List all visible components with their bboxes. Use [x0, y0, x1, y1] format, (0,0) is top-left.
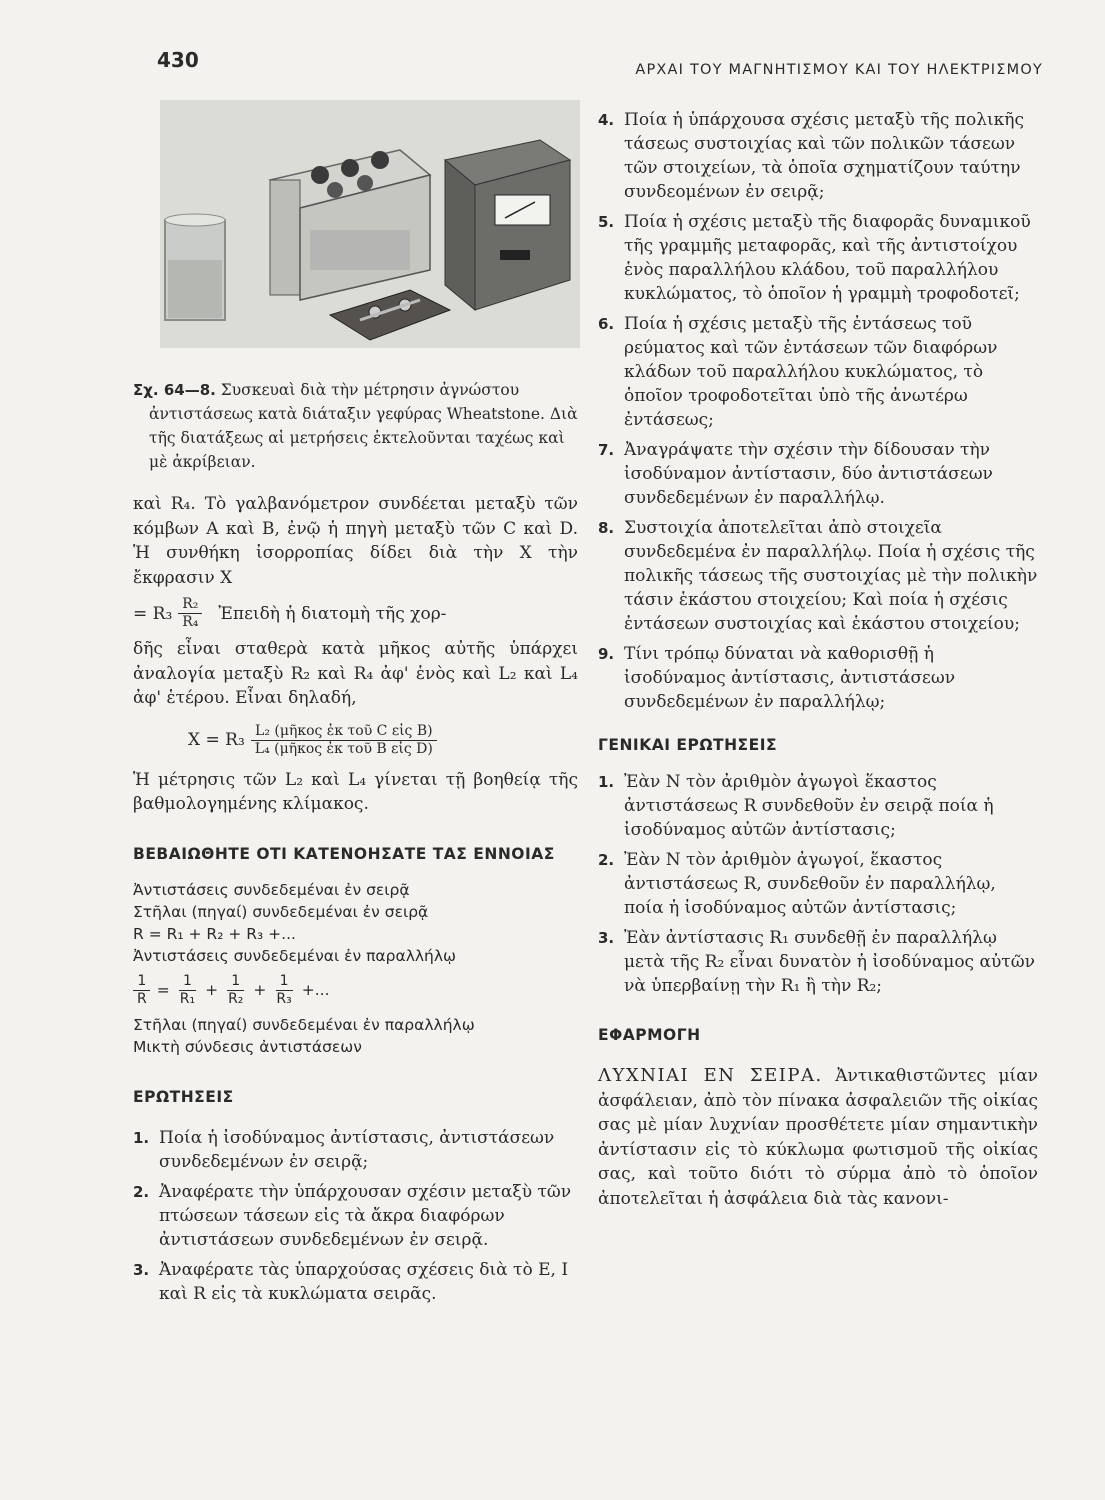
plus-sign: +: [205, 981, 219, 999]
fraction-denominator: R₁: [179, 990, 196, 1007]
list-item: 6. Ποία ἡ σχέσις μεταξὺ τῆς ἐντάσεως τοῦ ρεύματος καὶ τῶν ἐντάσεων τῶν διαφόρων κλάδων τοῦ παραλλήλου κυκλώματος, τὸ ὁποῖον τροφοδοτεῖται ὑπὸ τῆς ἀνωτέρω ἐντάσεως;: [598, 314, 998, 430]
application-section: [598, 1024, 1038, 1211]
body-paragraph: δῆς εἶναι σταθερὰ κατὰ μῆκος αὐτῆς ὑπάρχει ἀναλογία μεταξὺ R₂ καὶ R₄ ἀφ' ἑνὸς καὶ L₂ καὶ L₄ ἀφ' ἑτέρου. Εἶναι δηλαδή,: [133, 639, 578, 708]
left-column: [133, 100, 578, 1304]
section-heading: ΓΕΝΙΚΑΙ ΕΡΩΤΗΣΕΙΣ: [598, 736, 778, 754]
wheatstone-apparatus-image: [160, 100, 580, 348]
application-lead: ΛΥΧΝΙΑΙ ΕΝ ΣΕΙΡΑ.: [598, 1065, 823, 1086]
fraction-numerator: 1: [276, 973, 293, 991]
left-body: [133, 492, 578, 817]
list-item: 2. Ἀναφέρατε τὴν ὑπάρχουσαν σχέσιν μεταξὺ τῶν πτώσεων τάσεων εἰς τὰ ἄκρα διαφόρων ἀντιστάσεων συνδεδεμένων ἐν σειρᾷ.: [133, 1181, 572, 1250]
formula-lhs: X = R₃: [188, 730, 245, 750]
section-heading: ΕΦΑΡΜΟΓΗ: [598, 1026, 701, 1044]
fraction-numerator: L₂ (μῆκος ἐκ τοῦ C εἰς B): [251, 723, 437, 741]
running-title: ΑΡΧΑΙ ΤΟΥ ΜΑΓΝΗΤΙΣΜΟΥ ΚΑΙ ΤΟΥ ΗΛΕΚΤΡΙΣΜΟΥ: [635, 62, 1043, 78]
fraction-numerator: 1: [179, 973, 196, 991]
fraction-denominator: R₂: [228, 990, 244, 1007]
body-paragraph: Ἡ μέτρησις τῶν L₂ καὶ L₄ γίνεται τῇ βοηθείᾳ τῆς βαθμολογημένης κλίμακος.: [133, 769, 578, 814]
figure-caption-text: Συσκευαὶ διὰ τὴν μέτρησιν ἀγνώστου ἀντιστάσεως κατὰ διάταξιν γεφύρας Wheatstone. Διὰ τῆς διατάξεως αἱ μετρήσεις ἐκτελοῦνται ταχέως καὶ μὲ ἀκρίβειαν.: [149, 381, 578, 471]
application-text: Ἀντικαθιστῶντες μίαν ἀσφάλειαν, ἀπὸ τὸν πίνακα ἀσφαλειῶν τῆς οἰκίας σας μὲ μίαν λυχνίαν προσθέτετε μίαν σημαντικὴν ἀντίστασιν εἰς τὸ κύκλωμα φωτισμοῦ τῆς οἰκίας σας, καὶ τοῦτο διότι τὸ σύρμα ἀπὸ τὸ ὁποῖον ἀποτελεῖται ἡ ἀσφάλεια διὰ τὰς κανονι-: [598, 1066, 1039, 1209]
list-item: 3. Ἀναφέρατε τὰς ὑπαρχούσας σχέσεις διὰ τὸ E, I καὶ R εἰς τὰ κυκλώματα σειρᾶς.: [133, 1259, 569, 1304]
concept-item: Στῆλαι (πηγαί) συνδεδεμέναι ἐν παραλλήλῳ: [133, 1015, 475, 1034]
concept-item: Ἀντιστάσεις συνδεδεμέναι ἐν παραλλήλῳ: [133, 946, 457, 965]
concepts-section: [133, 843, 578, 1058]
list-item: 9. Τίνι τρόπῳ δύναται νὰ καθορισθῇ ἡ ἰσοδύναμος ἀντίστασις, ἀντιστάσεων συνδεδεμένων ἐν παραλλήλῳ;: [598, 644, 956, 712]
section-heading: ΕΡΩΤΗΣΕΙΣ: [133, 1087, 234, 1106]
fraction-denominator: R₃: [276, 990, 292, 1007]
questions-section: [133, 1086, 578, 1304]
formula-lhs: = R₃: [133, 603, 173, 624]
list-item: 7. Ἀναγράψατε τὴν σχέσιν τὴν δίδουσαν τὴν ἰσοδύναμον ἀντίστασιν, δύο ἀντιστάσεων συνδεδεμένων ἐν παραλλήλῳ.: [598, 440, 993, 508]
questions-list-left: [133, 1126, 578, 1304]
figure-caption: [133, 378, 578, 474]
continuation-dots: +...: [301, 981, 330, 999]
figure-label: Σχ. 64—8.: [133, 381, 216, 399]
list-item: 1. Ποία ἡ ἰσοδύναμος ἀντίστασις, ἀντιστάσεων συνδεδεμένων ἐν σειρᾷ;: [133, 1127, 555, 1172]
plus-sign: +: [253, 981, 267, 999]
list-item: 1. Ἐὰν N τὸν ἀριθμὸν ἀγωγοὶ ἕκαστος ἀντιστάσεως R συνδεθοῦν ἐν σειρᾷ ποία ἡ ἰσοδύναμος αὐτῶν ἀντίστασις;: [598, 772, 994, 840]
fraction-denominator: R₄: [182, 614, 199, 630]
list-item: 8. Συστοιχία ἀποτελεῖται ἀπὸ στοιχεῖα συνδεδεμένα ἐν παραλλήλῳ. Ποία ἡ σχέσις τῆς πολικῆς τάσεως τῆς συστοιχίας μὲ τὴν πολικὴν τάσιν ἑκάστου στοιχείου; Καὶ ποία ἡ σχέσις ἐντάσεων συστοιχίας καὶ ἑκάστου στοιχείου;: [598, 518, 1038, 634]
list-item: 4. Ποία ἡ ὑπάρχουσα σχέσις μεταξὺ τῆς πολικῆς τάσεως συστοιχίας καὶ τῶν πολικῶν τάσεων τῶν στοιχείων, τὰ ὁποῖα σχηματίζουν ταύτην συνδεομένων ἐν σειρᾷ;: [598, 110, 1024, 202]
concept-item: Ἀντιστάσεις συνδεδεμέναι ἐν σειρᾷ: [133, 880, 410, 899]
balance-formula: [133, 596, 578, 631]
parallel-formula: [133, 973, 578, 1008]
list-item: 2. Ἐὰν N τὸν ἀριθμὸν ἀγωγοί, ἕκαστος ἀντιστάσεως R, συνδεθοῦν ἐν παραλλήλῳ, ποία ἡ ἰσοδύναμος αὐτῶν ἀντίστασις;: [598, 850, 996, 918]
body-paragraph: καὶ R₄. Τὸ γαλβανόμετρον συνδέεται μεταξὺ τῶν κόμβων Α καὶ Β, ἐνῷ ἡ πηγὴ μεταξὺ τῶν C καὶ D. Ἡ συνθήκη ἰσορροπίας δίδει διὰ τὴν X τὴν ἔκφρασιν X: [133, 494, 578, 588]
concept-item: Στῆλαι (πηγαί) συνδεδεμέναι ἐν σειρᾷ: [133, 902, 429, 921]
list-item: 3. Ἐὰν ἀντίστασις R₁ συνδεθῇ ἐν παραλλήλῳ μετὰ τῆς R₂ εἶναι δυνατὸν ἡ ἰσοδύναμος αὐτῶν νὰ ὑπερβαίνῃ τὴν R₁ ἢ τὴν R₂;: [598, 928, 1035, 996]
length-formula: [188, 723, 578, 758]
fraction-denominator: L₄ (μῆκος ἐκ τοῦ B εἰς D): [254, 740, 433, 757]
general-questions-section: [598, 734, 1038, 998]
fraction-numerator: 1: [227, 973, 244, 991]
equals-sign: =: [156, 981, 170, 999]
fraction: [251, 723, 437, 758]
section-heading: ΒΕΒΑΙΩΘΗΤΕ ΟΤΙ ΚΑΤΕΝΟΗΣΑΤΕ ΤΑΣ ΕΝΝΟΙΑΣ: [133, 844, 555, 863]
application-paragraph: [598, 1064, 1038, 1211]
fraction-denominator: R: [137, 990, 147, 1007]
questions-list-right: [598, 108, 1038, 714]
series-formula: R = R₁ + R₂ + R₃ +...: [133, 924, 296, 943]
fraction-numerator: R₂: [178, 596, 202, 614]
concept-item: Μικτὴ σύνδεσις ἀντιστάσεων: [133, 1037, 362, 1056]
general-questions-list: [598, 770, 1038, 998]
fraction: [178, 596, 202, 631]
page-number: 430: [157, 48, 199, 72]
formula-trailing-text: Ἐπειδὴ ἡ διατομὴ τῆς χορ-: [218, 603, 447, 624]
figure-photo: [160, 100, 580, 348]
right-column: [598, 108, 1038, 1211]
list-item: 5. Ποία ἡ σχέσις μεταξὺ τῆς διαφορᾶς δυναμικοῦ τῆς γραμμῆς μεταφορᾶς, καὶ τῆς ἀντιστοίχου ἑνὸς παραλλήλου κλάδου, τοῦ παραλλήλου κυκλώματος, τὸ ὁποῖον ἡ γραμμὴ τροφοδοτεῖ;: [598, 212, 1031, 304]
fraction-numerator: 1: [133, 973, 150, 991]
